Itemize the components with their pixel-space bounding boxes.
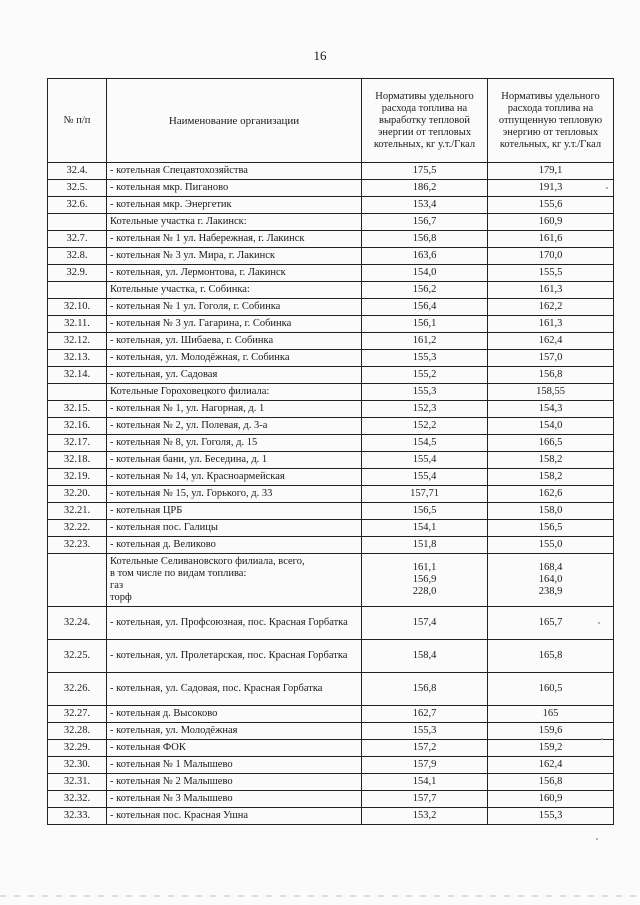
- row-num: 32.32.: [48, 791, 107, 808]
- row-value-supplied: 170,0: [488, 248, 614, 265]
- table-row: [48, 248, 614, 265]
- table-row: [48, 757, 614, 774]
- row-value-production: 155,4: [362, 469, 488, 486]
- row-num: 32.23.: [48, 537, 107, 554]
- row-value-production: 154,1: [362, 520, 488, 537]
- row-value-supplied: 156,8: [488, 774, 614, 791]
- table-row: [48, 384, 614, 401]
- row-value-supplied: 158,0: [488, 503, 614, 520]
- table-row: [48, 469, 614, 486]
- row-value-production: 155,3: [362, 350, 488, 367]
- row-num: 32.25.: [48, 640, 107, 673]
- row-num: 32.10.: [48, 299, 107, 316]
- row-name: - котельная, ул. Лермонтова, г. Лакинск: [107, 265, 362, 282]
- table-row: [48, 537, 614, 554]
- row-num: 32.4.: [48, 163, 107, 180]
- row-value-production: 155,4: [362, 452, 488, 469]
- scan-speck: [606, 187, 608, 189]
- row-name: - котельная № 15, ул. Горького, д. 33: [107, 486, 362, 503]
- row-value-production: 156,8: [362, 231, 488, 248]
- scan-speck: [598, 622, 600, 624]
- row-name-line: газ: [110, 580, 124, 591]
- table-row: [48, 197, 614, 214]
- row-num: 32.14.: [48, 367, 107, 384]
- row-value-supplied: 165,8: [488, 640, 614, 673]
- row-value-supplied: 154,0: [488, 418, 614, 435]
- row-name: [107, 554, 362, 607]
- row-value-production: 157,4: [362, 607, 488, 640]
- table-row: [48, 333, 614, 350]
- row-num: 32.26.: [48, 673, 107, 706]
- row-value-production: 155,2: [362, 367, 488, 384]
- row-num: 32.21.: [48, 503, 107, 520]
- row-value-production: 154,1: [362, 774, 488, 791]
- row-value-supplied: 155,3: [488, 808, 614, 825]
- row-value-supplied: 165,7: [488, 607, 614, 640]
- row-value-supplied: 159,6: [488, 723, 614, 740]
- row-value-production: 154,5: [362, 435, 488, 452]
- row-value-supplied: 161,3: [488, 282, 614, 299]
- row-value-production: 156,8: [362, 673, 488, 706]
- row-value-production: 157,9: [362, 757, 488, 774]
- row-name: - котельная бани, ул. Беседина, д. 1: [107, 452, 362, 469]
- row-name: - котельная мкр. Энергетик: [107, 197, 362, 214]
- table-row: [48, 607, 614, 640]
- row-value-supplied: 166,5: [488, 435, 614, 452]
- table-row: [48, 180, 614, 197]
- row-num: 32.30.: [48, 757, 107, 774]
- row-num: 32.20.: [48, 486, 107, 503]
- row-value-production: [362, 554, 488, 607]
- row-name: Котельные участка, г. Собинка:: [107, 282, 362, 299]
- row-name: - котельная, ул. Пролетарская, пос. Красная Горбатка: [107, 640, 362, 673]
- row-value-production: 154,0: [362, 265, 488, 282]
- row-value-supplied: 179,1: [488, 163, 614, 180]
- table-row: [48, 282, 614, 299]
- row-name: Котельные Гороховецкого филиала:: [107, 384, 362, 401]
- value-peat: 238,9: [538, 586, 563, 597]
- row-value-production: 152,3: [362, 401, 488, 418]
- page-number: 16: [313, 48, 327, 63]
- row-value-supplied: 161,6: [488, 231, 614, 248]
- row-num: 32.13.: [48, 350, 107, 367]
- row-value-production: 151,8: [362, 537, 488, 554]
- row-value-supplied: 162,2: [488, 299, 614, 316]
- row-value-production: 162,7: [362, 706, 488, 723]
- value-peat: 228,0: [412, 586, 437, 597]
- row-value-supplied: 160,9: [488, 214, 614, 231]
- row-num: 32.6.: [48, 197, 107, 214]
- row-num: 32.15.: [48, 401, 107, 418]
- row-name: - котельная пос. Галицы: [107, 520, 362, 537]
- table-row: [48, 214, 614, 231]
- row-num: 32.17.: [48, 435, 107, 452]
- row-num: 32.31.: [48, 774, 107, 791]
- row-name: - котельная пос. Красная Ушна: [107, 808, 362, 825]
- row-value-production: 158,4: [362, 640, 488, 673]
- row-name: - котельная д. Великово: [107, 537, 362, 554]
- table-row-selivanovo-total: [48, 554, 614, 607]
- row-name: - котельная № 14, ул. Красноармейская: [107, 469, 362, 486]
- row-value-supplied: [488, 554, 614, 607]
- row-num: 32.33.: [48, 808, 107, 825]
- row-value-production: 157,7: [362, 791, 488, 808]
- row-value-production: 155,3: [362, 384, 488, 401]
- table-row: [48, 706, 614, 723]
- row-value-supplied: 160,9: [488, 791, 614, 808]
- row-num: 32.27.: [48, 706, 107, 723]
- table-header-row: [48, 79, 614, 163]
- row-value-production: 153,2: [362, 808, 488, 825]
- row-num: 32.22.: [48, 520, 107, 537]
- row-name-line: торф: [110, 592, 132, 603]
- row-value-supplied: 154,3: [488, 401, 614, 418]
- row-name: - котельная № 1, ул. Нагорная, д. 1: [107, 401, 362, 418]
- value-gas: 164,0: [538, 574, 563, 585]
- row-num: 32.11.: [48, 316, 107, 333]
- row-num: 32.24.: [48, 607, 107, 640]
- row-value-production: 155,3: [362, 723, 488, 740]
- row-value-supplied: 191,3: [488, 180, 614, 197]
- row-num: 32.29.: [48, 740, 107, 757]
- row-value-supplied: 165: [488, 706, 614, 723]
- row-value-supplied: 156,8: [488, 367, 614, 384]
- row-value-production: 156,7: [362, 214, 488, 231]
- row-name: - котельная № 3 ул. Мира, г. Лакинск: [107, 248, 362, 265]
- row-name: - котельная № 2 Малышево: [107, 774, 362, 791]
- row-num: 32.16.: [48, 418, 107, 435]
- row-name: - котельная мкр. Пиганово: [107, 180, 362, 197]
- table-row: [48, 673, 614, 706]
- row-num: 32.5.: [48, 180, 107, 197]
- table-row: [48, 231, 614, 248]
- table-row: [48, 435, 614, 452]
- header-num: № п/п: [48, 79, 107, 163]
- row-value-supplied: 157,0: [488, 350, 614, 367]
- row-name: - котельная Спецавтохозяйства: [107, 163, 362, 180]
- row-value-production: 175,5: [362, 163, 488, 180]
- row-name: - котельная, ул. Молодёжная: [107, 723, 362, 740]
- row-name: - котельная, ул. Шибаева, г. Собинка: [107, 333, 362, 350]
- norms-table: [47, 78, 614, 825]
- row-name: - котельная ФОК: [107, 740, 362, 757]
- row-value-production: 157,71: [362, 486, 488, 503]
- value-gas: 156,9: [412, 574, 437, 585]
- row-num: 32.8.: [48, 248, 107, 265]
- row-name: - котельная № 1 ул. Набережная, г. Лакинск: [107, 231, 362, 248]
- row-value-supplied: 159,2: [488, 740, 614, 757]
- table-row: [48, 723, 614, 740]
- row-value-supplied: 161,3: [488, 316, 614, 333]
- row-value-production: 152,2: [362, 418, 488, 435]
- row-name: - котельная, ул. Садовая: [107, 367, 362, 384]
- table-row: [48, 350, 614, 367]
- row-num: 32.19.: [48, 469, 107, 486]
- row-num: 32.18.: [48, 452, 107, 469]
- row-value-supplied: 156,5: [488, 520, 614, 537]
- row-name: - котельная д. Высоково: [107, 706, 362, 723]
- table-row: [48, 401, 614, 418]
- table-row: [48, 520, 614, 537]
- table-row: [48, 299, 614, 316]
- row-num: [48, 282, 107, 299]
- row-value-production: 156,2: [362, 282, 488, 299]
- scan-noise: [0, 895, 640, 897]
- row-value-supplied: 160,5: [488, 673, 614, 706]
- table-body: [48, 163, 614, 825]
- table-row: [48, 808, 614, 825]
- table-row: [48, 418, 614, 435]
- value-total: 161,1: [412, 562, 437, 573]
- value-total: 168,4: [538, 562, 563, 573]
- row-name: - котельная, ул. Садовая, пос. Красная Горбатка: [107, 673, 362, 706]
- row-num: [48, 554, 107, 607]
- row-value-production: 163,6: [362, 248, 488, 265]
- row-name: Котельные участка г. Лакинск:: [107, 214, 362, 231]
- row-name-line: Котельные Селивановского филиала, всего,: [110, 556, 305, 567]
- table-row: [48, 316, 614, 333]
- table-row: [48, 265, 614, 282]
- row-value-production: 153,4: [362, 197, 488, 214]
- row-value-production: 157,2: [362, 740, 488, 757]
- row-value-supplied: 162,6: [488, 486, 614, 503]
- row-name: - котельная ЦРБ: [107, 503, 362, 520]
- header-name: Наименование организации: [107, 79, 362, 163]
- table-row: [48, 163, 614, 180]
- row-num: 32.28.: [48, 723, 107, 740]
- row-name: - котельная, ул. Профсоюзная, пос. Красная Горбатка: [107, 607, 362, 640]
- row-name: - котельная, ул. Молодёжная, г. Собинка: [107, 350, 362, 367]
- row-name: - котельная № 3 ул. Гагарина, г. Собинка: [107, 316, 362, 333]
- row-num: 32.12.: [48, 333, 107, 350]
- row-value-production: 156,1: [362, 316, 488, 333]
- row-num: [48, 214, 107, 231]
- table-row: [48, 503, 614, 520]
- row-num: 32.7.: [48, 231, 107, 248]
- row-value-supplied: 155,5: [488, 265, 614, 282]
- row-num: [48, 384, 107, 401]
- row-value-supplied: 158,55: [488, 384, 614, 401]
- table-row: [48, 740, 614, 757]
- row-num: 32.9.: [48, 265, 107, 282]
- scan-speck: [596, 838, 598, 840]
- row-name: - котельная № 8, ул. Гоголя, д. 15: [107, 435, 362, 452]
- row-value-supplied: 158,2: [488, 469, 614, 486]
- row-name: - котельная № 1 ул. Гоголя, г. Собинка: [107, 299, 362, 316]
- scan-speck: [601, 738, 603, 740]
- row-name: - котельная № 3 Малышево: [107, 791, 362, 808]
- row-value-production: 161,2: [362, 333, 488, 350]
- row-value-production: 156,5: [362, 503, 488, 520]
- table-row: [48, 774, 614, 791]
- row-value-supplied: 162,4: [488, 757, 614, 774]
- header-norm-production: Нормативы удельного расхода топлива на выработку тепловой энергии от тепловых котельных, кг у.т./Гкал: [362, 79, 488, 163]
- header-norm-supplied: Нормативы удельного расхода топлива на отпущенную тепловую энергию от тепловых котельных, кг у.т./Гкал: [488, 79, 614, 163]
- row-value-supplied: 158,2: [488, 452, 614, 469]
- table-row: [48, 452, 614, 469]
- row-value-production: 156,4: [362, 299, 488, 316]
- table-row: [48, 791, 614, 808]
- table-row: [48, 486, 614, 503]
- table-row: [48, 640, 614, 673]
- row-value-supplied: 155,6: [488, 197, 614, 214]
- row-name: - котельная № 2, ул. Полевая, д. 3-а: [107, 418, 362, 435]
- row-value-production: 186,2: [362, 180, 488, 197]
- table-row: [48, 367, 614, 384]
- row-value-supplied: 155,0: [488, 537, 614, 554]
- row-name-line: в том числе по видам топлива:: [110, 568, 247, 579]
- row-name: - котельная № 1 Малышево: [107, 757, 362, 774]
- row-value-supplied: 162,4: [488, 333, 614, 350]
